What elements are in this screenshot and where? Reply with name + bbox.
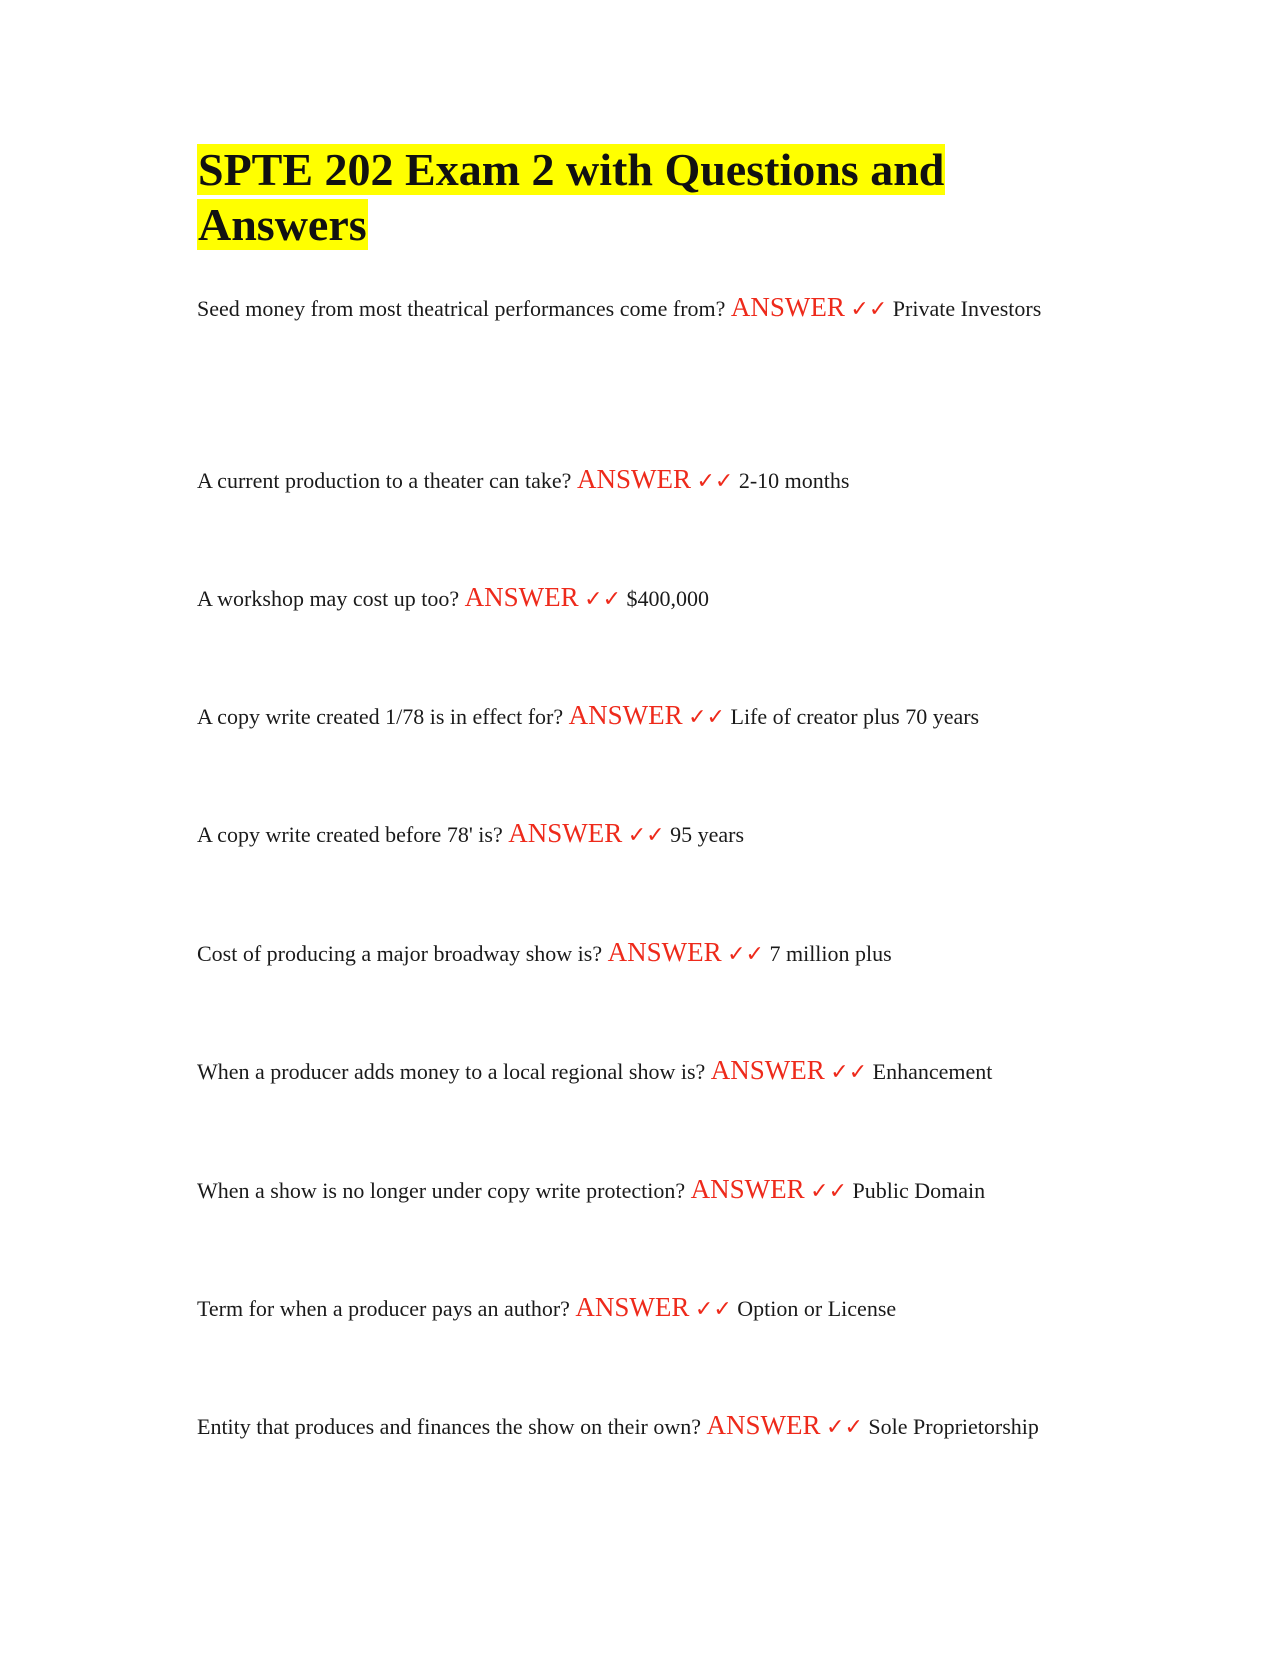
qa-item <box>197 1047 1077 1096</box>
answer-label: ANSWER <box>576 464 691 494</box>
answer-text: $400,000 <box>626 586 710 611</box>
double-check-icon: ✓✓ <box>694 1297 732 1322</box>
qa-item <box>197 1402 1077 1451</box>
title-highlight: SPTE 202 Exam 2 with Questions and Answers <box>198 144 945 250</box>
answer-text: Public Domain <box>852 1178 986 1203</box>
question-text: Seed money from most theatrical performances come from? <box>197 296 726 321</box>
document-title <box>197 142 1097 252</box>
double-check-icon: ✓✓ <box>696 469 734 494</box>
question-text: A copy write created before 78' is? <box>197 822 503 847</box>
question-text: When a producer adds money to a local regional show is? <box>197 1059 706 1084</box>
answer-label: ANSWER <box>575 1292 690 1322</box>
answer-label: ANSWER <box>568 700 683 730</box>
answer-text: Enhancement <box>872 1059 993 1084</box>
double-check-icon: ✓✓ <box>826 1415 863 1440</box>
double-check-icon: ✓✓ <box>627 823 665 848</box>
question-text: A current production to a theater can take? <box>197 468 572 493</box>
answer-label: ANSWER <box>508 818 623 848</box>
answer-text: 2-10 months <box>738 468 850 493</box>
qa-item <box>197 929 1077 978</box>
question-text: A workshop may cost up too? <box>197 586 460 611</box>
answer-label: ANSWER <box>730 292 845 322</box>
qa-item <box>197 810 1077 859</box>
qa-item <box>197 456 1077 505</box>
answer-label: ANSWER <box>607 937 722 967</box>
qa-item <box>197 1166 1077 1215</box>
answer-label: ANSWER <box>710 1055 825 1085</box>
double-check-icon: ✓✓ <box>810 1179 848 1204</box>
double-check-icon: ✓✓ <box>850 297 888 322</box>
double-check-icon: ✓✓ <box>584 587 622 612</box>
question-text: When a show is no longer under copy write protection? <box>197 1178 686 1203</box>
answer-label: ANSWER <box>690 1174 805 1204</box>
answer-text: Sole Proprietorship <box>868 1414 1039 1439</box>
answer-text: Life of creator plus 70 years <box>730 704 980 729</box>
qa-item <box>197 692 1077 741</box>
answer-label: ANSWER <box>706 1410 821 1440</box>
qa-item <box>197 1284 1077 1333</box>
question-text: Term for when a producer pays an author? <box>197 1296 570 1321</box>
qa-item <box>197 284 1077 333</box>
double-check-icon: ✓✓ <box>727 942 764 967</box>
question-text: A copy write created 1/78 is in effect for? <box>197 704 564 729</box>
answer-text: Private Investors <box>892 296 1042 321</box>
question-text: Cost of producing a major broadway show is? <box>197 941 603 966</box>
answer-text: 7 million plus <box>769 941 892 966</box>
question-text: Entity that produces and finances the show on their own? <box>197 1414 702 1439</box>
answer-text: 95 years <box>670 822 745 847</box>
double-check-icon: ✓✓ <box>830 1060 868 1085</box>
answer-text: Option or License <box>737 1296 897 1321</box>
qa-item <box>197 574 1077 623</box>
answer-label: ANSWER <box>464 582 579 612</box>
double-check-icon: ✓✓ <box>688 705 725 730</box>
